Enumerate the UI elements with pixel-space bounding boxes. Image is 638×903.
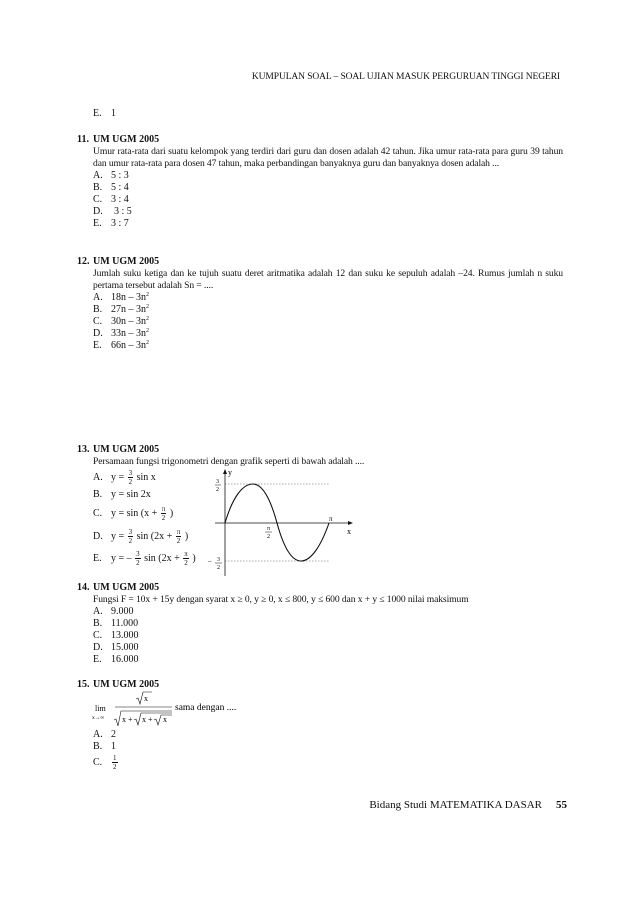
numerator-variable: x [144,694,148,703]
sine-curve [225,484,329,561]
option-e [93,654,563,666]
x-end-label: π [329,515,333,523]
lim-subscript: x→∞ [92,715,105,721]
option-b [93,741,563,753]
question-number: 15. [77,679,90,690]
fraction-denominator: 2 [161,514,166,522]
option-text: 5 : 3 [111,170,129,181]
option-d [93,642,563,654]
exponent: 2 [146,316,149,322]
fraction-denominator: 2 [128,478,133,486]
option-suffix: ) [169,507,174,519]
option-b [93,182,563,194]
fraction-numerator: π [176,528,181,536]
option-middle: sin (2x + [144,552,180,564]
option-letter: A. [93,170,103,181]
option-prefix: y = [111,530,125,542]
option-a [93,469,156,485]
option-letter: C. [93,194,103,205]
y-min-numerator: 3 [217,557,220,563]
option-c [93,753,563,773]
question-number: 11. [77,134,89,145]
fraction-numerator: π [161,505,166,513]
option-suffix: sin x [136,471,156,483]
option-text: 16.000 [111,654,139,665]
question-number: 13. [77,444,90,455]
option-e [93,218,563,230]
fraction [183,550,189,567]
option-text: 11.000 [111,618,139,629]
option-a [93,292,563,304]
option-letter: A. [93,292,103,303]
exponent: 2 [146,304,149,310]
option-b [93,618,563,630]
option-text: 1 [111,108,116,119]
option-text: 9.000 [111,606,134,617]
option-letter: E. [93,108,102,119]
fraction-numerator: 3 [128,528,133,536]
option-letter: B. [93,304,103,315]
option-c [93,505,173,521]
fraction [176,528,182,545]
denominator-x3: x [163,715,167,724]
option-text: 30n – 3n [111,316,146,327]
question-text: Fungsi F = 10x + 15y dengan syarat x ≥ 0, y ≥ 0, x ≤ 800, y ≤ 600 dan x + y ≤ 1000 nilai maksimum [93,594,469,605]
question-12 [77,256,563,352]
option-c [93,630,563,642]
fraction [112,754,118,771]
option-suffix: ) [192,552,196,564]
fraction-numerator: 3 [136,550,140,558]
denominator-x1: x [122,715,126,724]
fraction-denominator: 2 [176,537,181,545]
option-text: 13.000 [111,630,139,641]
option-letter: B. [93,618,103,629]
option-b [93,304,563,316]
fraction-denominator: 2 [128,537,133,545]
option-d [93,206,563,218]
option-letter: B. [93,741,103,752]
option-middle: sin (2x + [136,530,173,542]
option-text: 3 : 5 [114,206,132,217]
option-letter: E. [93,654,102,665]
exponent: 2 [146,292,149,298]
page-number: 55 [556,799,567,811]
option-letter: E. [93,218,102,229]
option-letter: A. [93,729,103,740]
y-axis-label: y [228,468,232,477]
fraction-denominator: 2 [136,559,140,567]
option-prefix: y = sin (x + [111,507,158,519]
denominator-x2: x [142,715,146,724]
denominator-plus2: + [148,715,153,724]
option-a [93,170,563,182]
option-text: 2 [111,729,116,740]
option-a [93,606,563,618]
x-axis-label: x [347,527,351,536]
question-source: UM UGM 2005 [93,679,160,690]
running-header: KUMPULAN SOAL – SOAL UJIAN MASUK PERGURUAN TINGGI NEGERI [251,72,560,82]
question-text: Umur rata-rata dari suatu kelompok yang terdiri dari guru dan dosen adalah 42 tahun. Jika umur rata-rata para guru 39 tahun dan umur rata-rata para dosen 47 tahun, maka perbandingan banyaknya guru dan banyaknya dosen adalah ... [93,146,563,169]
option-text: 15.000 [111,642,139,653]
fraction-numerator: 3 [128,469,133,477]
fraction-numerator: π [184,550,188,558]
question-number: 14. [77,582,90,593]
option-b [93,487,151,503]
x-axis-arrow [348,521,353,525]
option-letter: D. [93,530,103,542]
limit-suffix: sama dengan .... [175,703,237,713]
trig-graph [205,466,360,578]
question-number: 12. [77,256,90,267]
option-text: 1 [111,741,116,752]
y-max-numerator: 3 [216,479,219,485]
fraction-denominator: 2 [113,763,117,772]
y-min-sign: – [208,557,212,565]
option-text: 3 : 4 [111,194,129,205]
question-source: UM UGM 2005 [93,134,160,145]
option-letter: C. [93,630,103,641]
option-text: 3 : 7 [111,218,129,229]
y-axis-arrow [223,469,227,474]
fraction-denominator: 2 [184,559,188,567]
option-letter: A. [93,471,103,483]
option-letter: C. [93,757,103,768]
option-prefix: y = – [111,552,132,564]
fraction [161,505,167,522]
footer-subject: Bidang Studi MATEMATIKA DASAR [369,799,542,811]
option-letter: A. [93,606,103,617]
y-max-denominator: 2 [216,487,219,493]
option-e [93,550,196,566]
lim-label: lim [95,704,106,713]
exponent: 2 [146,340,149,346]
question-source: UM UGM 2005 [93,256,160,267]
option-letter: C. [93,316,103,327]
option-letter: B. [93,489,103,500]
fraction [135,550,141,567]
prev-option [77,108,563,120]
x-mid-denominator: 2 [267,534,270,540]
fraction [128,528,134,545]
fraction-numerator: 1 [113,754,117,763]
option-letter: D. [93,206,103,217]
option-text: 18n – 3n [111,292,146,303]
option-text: 27n – 3n [111,304,146,315]
option-letter: C. [93,507,103,519]
x-mid-numerator: π [267,526,271,532]
option-c [93,194,563,206]
option-e [93,340,563,352]
question-text: Persamaan fungsi trigonometri dengan grafik seperti di bawah adalah .... [93,456,365,467]
question-15-options [77,729,563,773]
option-letter: B. [93,182,103,193]
option-letter: D. [93,328,103,339]
y-min-denominator: 2 [217,565,220,571]
question-14 [77,582,563,666]
page-footer [369,799,567,811]
option-c [93,316,563,328]
option-text: 33n – 3n [111,328,146,339]
question-source: UM UGM 2005 [93,582,160,593]
option-letter: E. [93,552,102,564]
option-text: y = sin 2x [111,489,151,500]
denominator-plus1: + [128,715,133,724]
option-d [93,328,563,340]
option-text: 5 : 4 [111,182,129,193]
option-text: 66n – 3n [111,340,146,351]
option-a [93,729,563,741]
fraction [128,469,134,486]
option-letter: E. [93,340,102,351]
limit-expression [88,690,288,730]
exponent: 2 [146,328,149,334]
option-letter: D. [93,642,103,653]
option-prefix: y = [111,471,125,483]
option-d [93,528,188,544]
question-11 [77,134,563,230]
question-source: UM UGM 2005 [93,444,160,455]
option-suffix: ) [184,530,189,542]
question-text: Jumlah suku ketiga dan ke tujuh suatu deret aritmatika adalah 12 dan suku ke sepuluh adalah –24. Rumus jumlah n suku pertama tersebut adalah Sn = .... [93,268,563,291]
